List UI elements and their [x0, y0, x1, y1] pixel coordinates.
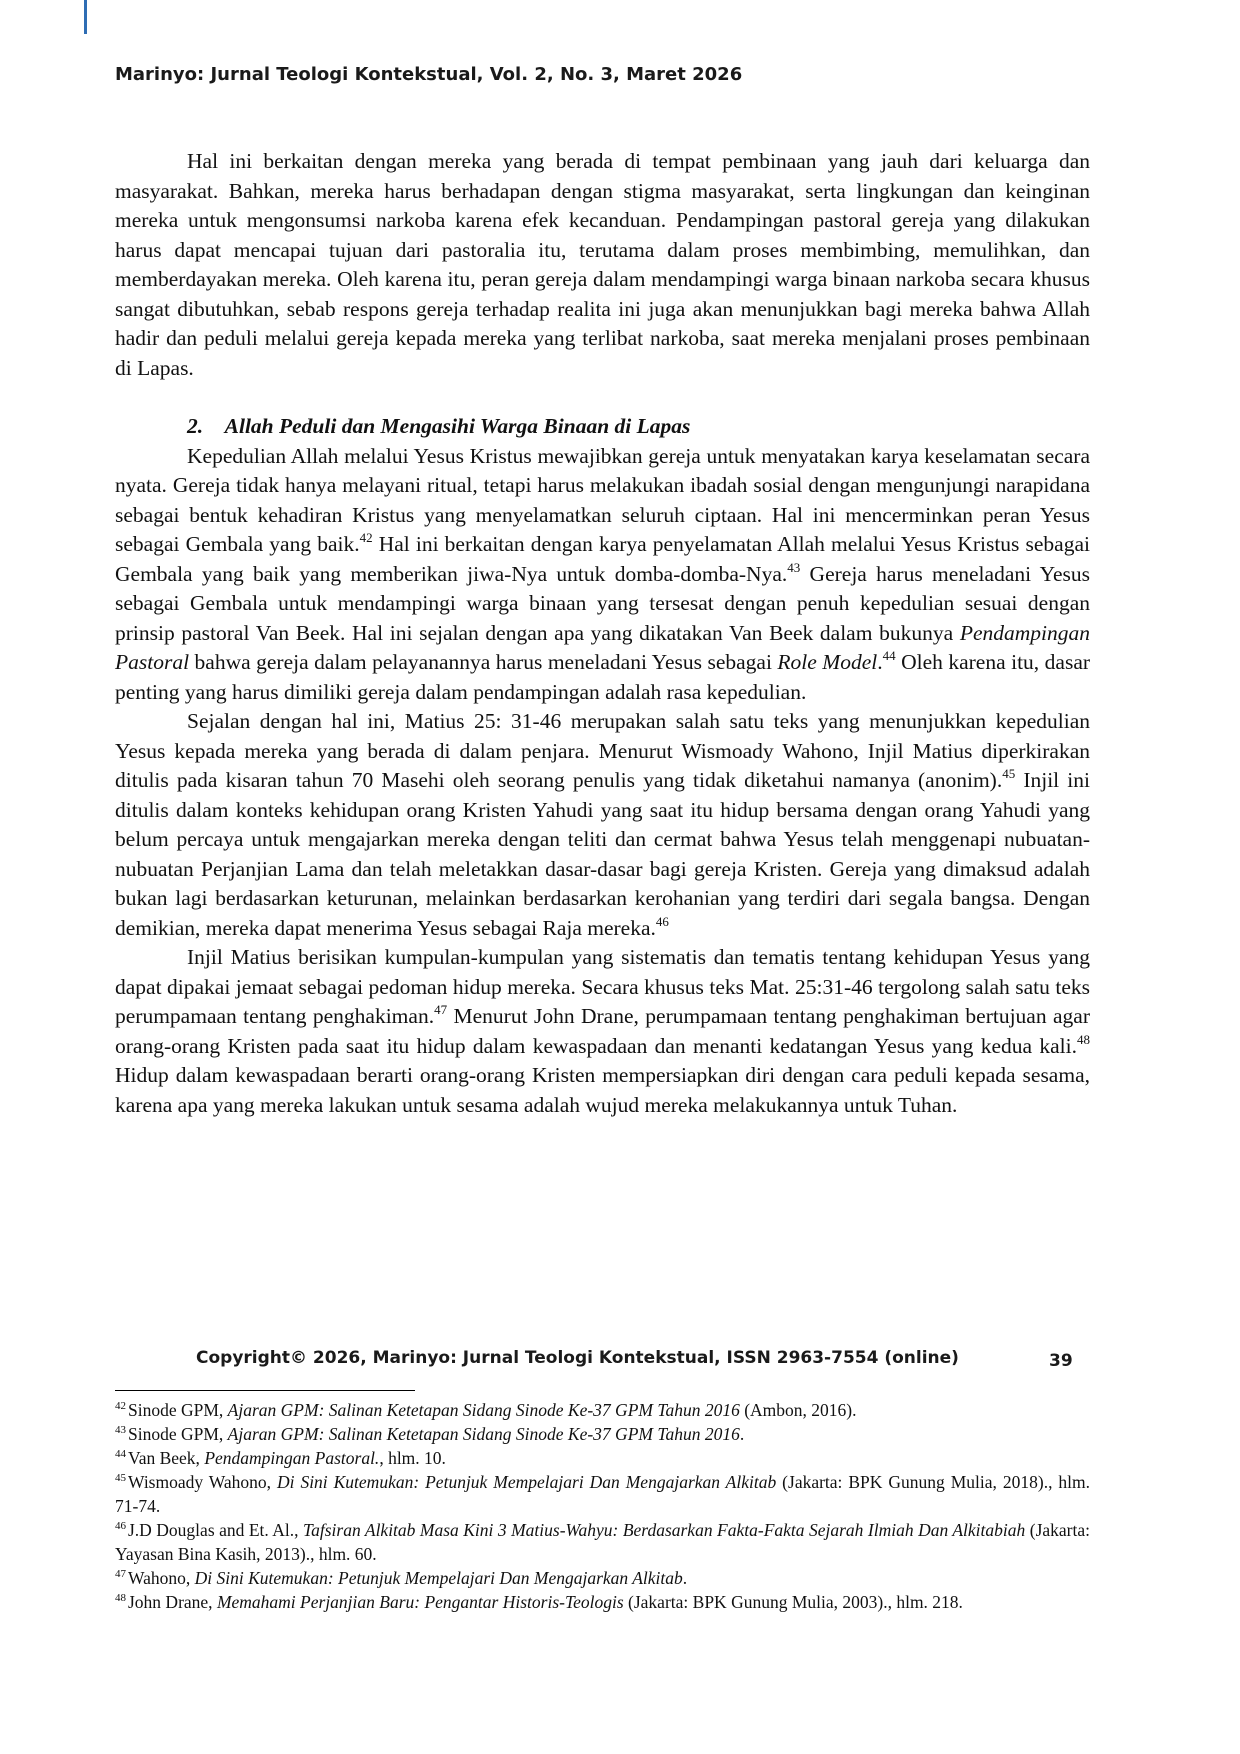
footnote-ref-45: 45 [1002, 766, 1016, 781]
running-header: Marinyo: Jurnal Teologi Kontekstual, Vol. 2, No. 3, Maret 2026 [115, 64, 743, 85]
header-accent-rule [84, 0, 87, 34]
footnote-text: (Jakarta: BPK Gunung Mulia, 2018)., hlm. 71-74. [115, 1472, 1091, 1516]
footnote-title: Di Sini Kutemukan: Petunjuk Mempelajari Dan Mengajarkan Alkitab [194, 1568, 683, 1588]
footnote-text: Sinode GPM, [128, 1400, 228, 1420]
footnote-46 [115, 1518, 1090, 1566]
paragraph-3-text: Sejalan dengan hal ini, Matius 25: 31-46 merupakan salah satu teks yang menunjukkan kepedulian Yesus kepada mereka yang berada di dalam penjara. Menurut Wismoady Wahono, Injil Matius diperkirakan ditulis pada kisaran tahun 70 Masehi oleh seorang penulis yang tidak diketahui namanya (anonim). [115, 709, 1090, 792]
footnote-text: Van Beek, [128, 1448, 205, 1468]
footnote-ref-43: 43 [787, 559, 801, 575]
paragraph-4 [115, 943, 1090, 1120]
paragraph-4-text: Hidup dalam kewaspadaan berarti orang-orang Kristen mempersiapkan diri dengan cara peduli kepada sesama, karena apa yang mereka lakukan untuk sesama adalah wujud mereka melakukannya untuk Tuhan. [115, 1063, 1090, 1117]
paragraph-3 [115, 707, 1090, 943]
paragraph-2-text: Oleh karena itu, dasar penting yang harus dimiliki gereja dalam pendampingan adalah rasa kepedulian. [115, 650, 1091, 704]
footnote-44 [115, 1446, 1090, 1470]
footnote-ref-44: 44 [882, 648, 896, 663]
footnote-number: 47 [115, 1568, 126, 1580]
footnote-text: (Ambon, 2016). [739, 1400, 857, 1420]
paragraph-4-text: Menurut John Drane, perumpamaan tentang penghakiman bertujuan agar orang-orang Kristen pada saat itu hidup dalam kewaspadaan dan menanti kedatangan Yesus yang kedua kali. [115, 1004, 1090, 1058]
footnote-47 [115, 1566, 1090, 1590]
paragraph-2 [115, 442, 1090, 708]
paragraph-3-text: Injil ini ditulis dalam konteks kehidupan orang Kristen Yahudi yang saat itu hidup bersama dengan orang Yahudi yang belum percaya untuk mengajarkan mereka dengan teliti dan cermat bahwa Yesus telah menggenapi nubuatan-nubuatan Perjanjian Lama dan telah meletakkan dasar-dasar bagi gereja Kristen. Gereja yang dimaksud adalah bukan lagi berdasarkan keturunan, melainkan berdasarkan kerohanian yang terdiri dari segala bangsa. Dengan demikian, mereka dapat menerima Yesus sebagai Raja mereka. [115, 768, 1090, 940]
footnote-title: Ajaran GPM: Salinan Ketetapan Sidang Sinode Ke-37 GPM Tahun 2016 [227, 1400, 740, 1420]
paragraph-2-text: bahwa gereja dalam pelayanannya harus meneladani Yesus sebagai [189, 650, 778, 674]
book-title-italic: Pendampingan Pastoral [115, 620, 1090, 674]
copyright-footer: Copyright© 2026, Marinyo: Jurnal Teologi Kontekstual, ISSN 2963-7554 (online) [196, 1348, 959, 1368]
footnote-number: 42 [115, 1400, 126, 1412]
footnote-text: . [682, 1568, 688, 1588]
paragraph-1: Hal ini berkaitan dengan mereka yang berada di tempat pembinaan yang jauh dari keluarga dan masyarakat. Bahkan, mereka harus berhadapan dengan stigma masyarakat, serta lingkungan dan keinginan mereka untuk mengonsumsi narkoba karena efek kecanduan. Pendampingan pastoral gereja yang dilakukan harus dapat mencapai tujuan dari pastoralia itu, terutama dalam proses membimbing, memulihkan, dan memberdayakan mereka. Oleh karena itu, peran gereja dalam mendampingi warga binaan narkoba secara khusus sangat dibutuhkan, sebab respons gereja terhadap realita ini juga akan menunjukkan bagi mereka bahwa Allah hadir dan peduli melalui gereja kepada mereka yang terlibat narkoba, saat mereka menjalani proses pembinaan di Lapas. [115, 149, 1090, 380]
footnote-ref-46: 46 [655, 913, 669, 929]
paragraph-2-text: Hal ini berkaitan dengan karya penyelamatan Allah melalui Yesus Kristus sebagai Gembala yang baik yang memberikan jiwa-Nya untuk domba-domba-Nya. [115, 532, 1090, 586]
footnotes [115, 1398, 1090, 1614]
section-spacer [115, 383, 1090, 412]
footnote-ref-47: 47 [434, 1002, 448, 1017]
footnote-title: Ajaran GPM: Salinan Ketetapan Sidang Sinode Ke-37 GPM Tahun 2016 [227, 1424, 740, 1444]
footnote-number: 46 [115, 1520, 126, 1532]
paragraph-2-text: Gereja harus meneladani Yesus sebagai Gembala untuk mendampingi warga binaan yang tersesat dengan penuh kepedulian sesuai dengan prinsip pastoral Van Beek. Hal ini sejalan dengan apa yang dikatakan Van Beek dalam bukunya [115, 561, 1090, 645]
paragraph-2-text: . [877, 650, 883, 674]
footnote-text: Sinode GPM, [128, 1424, 228, 1444]
footnote-title: Tafsiran Alkitab Masa Kini 3 Matius-Wahyu: Berdasarkan Fakta-Fakta Sejarah Ilmiah Dan Alkitabiah [303, 1520, 1026, 1540]
page-number: 39 [1049, 1351, 1073, 1371]
footnote-ref-42: 42 [359, 530, 373, 545]
section-heading: 2. Allah Peduli dan Mengasihi Warga Binaan di Lapas [187, 414, 691, 438]
footnote-43 [115, 1422, 1090, 1446]
paragraph-4-text: Injil Matius berisikan kumpulan-kumpulan yang sistematis dan tematis tentang kehidupan Yesus yang dapat dipakai jemaat sebagai pedoman hidup mereka. Secara khusus teks Mat. 25:31-46 tergolong salah satu teks perumpamaan tentang penghakiman. [115, 945, 1090, 1028]
footnote-ref-48: 48 [1077, 1031, 1090, 1047]
footnote-title: Memahami Perjanjian Baru: Pengantar Historis-Teologis [216, 1592, 624, 1612]
footnote-number: 44 [115, 1448, 126, 1460]
footnote-number: 45 [115, 1472, 126, 1484]
footnote-title: Pendampingan Pastoral. [204, 1448, 380, 1468]
footnote-text: , hlm. 10. [379, 1448, 446, 1468]
role-model-italic: Role Model [777, 650, 878, 674]
footnote-42 [115, 1398, 1090, 1422]
article-body [115, 147, 1090, 1120]
footnote-48 [115, 1590, 1090, 1614]
footnote-text: John Drane, [128, 1592, 217, 1612]
footnote-45 [115, 1470, 1090, 1518]
footnote-text: Wahono, [128, 1568, 195, 1588]
paragraph-2-text: Kepedulian Allah melalui Yesus Kristus mewajibkan gereja untuk menyatakan karya keselamatan secara nyata. Gereja tidak hanya melayani ritual, tetapi harus melakukan ibadah sosial dengan mengunjungi narapidana sebagai bentuk kehadiran Kristus yang menyelamatkan seluruh ciptaan. Hal ini mencerminkan peran Yesus sebagai Gembala yang baik. [115, 443, 1090, 556]
footnote-text: (Jakarta: BPK Gunung Mulia, 2003)., hlm. 218. [623, 1592, 963, 1612]
footnote-separator [115, 1390, 415, 1391]
footnote-title: Di Sini Kutemukan: Petunjuk Mempelajari Dan Mengajarkan Alkitab [276, 1472, 777, 1492]
footnote-text: . [739, 1424, 745, 1444]
footnote-number: 48 [115, 1592, 126, 1604]
footnote-number: 43 [115, 1424, 126, 1436]
footnote-text: Wismoady Wahono, [128, 1472, 277, 1492]
footnote-text: J.D Douglas and Et. Al., [128, 1520, 303, 1540]
footnote-text: (Jakarta: Yayasan Bina Kasih, 2013)., hlm. 60. [115, 1520, 1090, 1564]
